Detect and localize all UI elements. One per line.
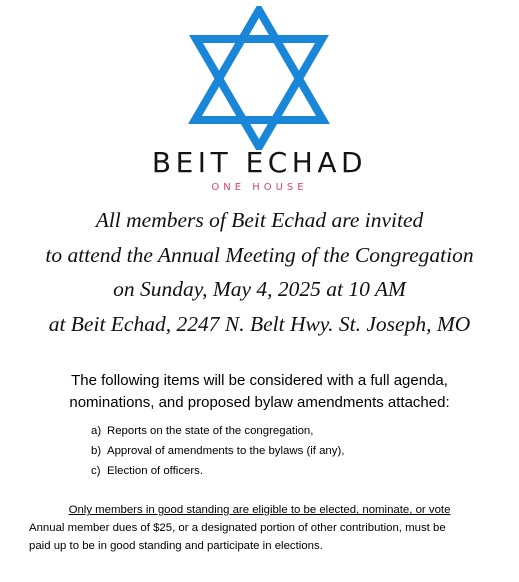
agenda-intro — [0, 370, 519, 414]
brand-tagline: ONE HOUSE — [211, 182, 308, 193]
agenda-item — [91, 441, 344, 461]
agenda-item — [91, 421, 344, 441]
agenda-intro-line: The following items will be considered with a full agenda, — [71, 372, 448, 389]
dues-line: Annual member dues of $25, or a designated portion of other contribution, must be — [29, 522, 446, 534]
agenda-item-marker: b) — [91, 445, 102, 457]
invitation-text — [0, 203, 519, 341]
brand-name: BEIT ECHAD — [151, 146, 368, 179]
eligibility-notice: Only members in good standing are eligible to be elected, nominate, or vote — [68, 504, 451, 516]
agenda-intro-line: nominations, and proposed bylaw amendments attached: — [69, 394, 450, 411]
invitation-line: at Beit Echad, 2247 N. Belt Hwy. St. Joseph, MO — [48, 311, 471, 336]
invitation-line: to attend the Annual Meeting of the Congregation — [45, 242, 474, 267]
agenda-item-marker: a) — [91, 425, 102, 437]
agenda-item — [91, 461, 344, 481]
agenda-item-text: Reports on the state of the congregation, — [107, 425, 314, 437]
agenda-list — [91, 421, 344, 481]
agenda-item-text: Election of officers. — [107, 465, 204, 477]
dues-note — [29, 519, 499, 555]
agenda-item-text: Approval of amendments to the bylaws (if any), — [107, 445, 345, 457]
invitation-line: All members of Beit Echad are invited — [95, 208, 424, 232]
invitation-line: on Sunday, May 4, 2025 at 10 AM — [113, 277, 406, 301]
star-of-david-icon — [188, 6, 330, 150]
dues-line: paid up to be in good standing and participate in elections. — [29, 540, 323, 552]
agenda-item-marker: c) — [91, 465, 101, 477]
